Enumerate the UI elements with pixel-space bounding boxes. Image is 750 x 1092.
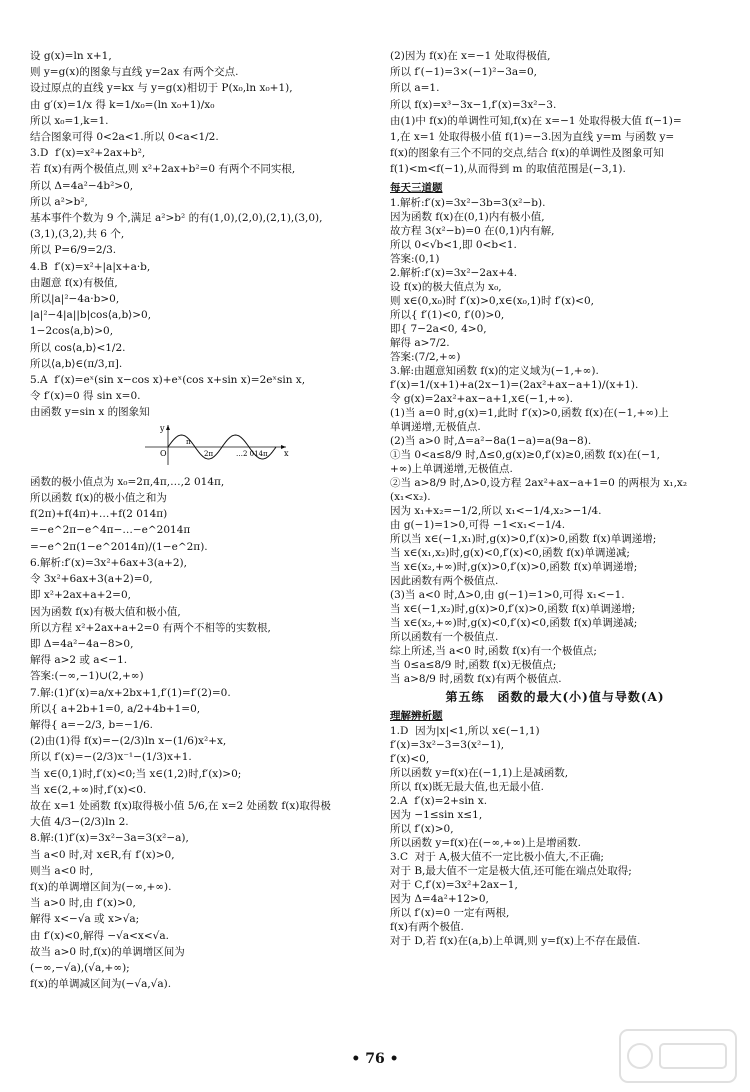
right-line: +∞)上单调递增,无极值点. [390, 462, 513, 475]
left-line: 所以 cos⟨a,b⟩<1/2. [30, 341, 126, 354]
graph-origin: O [160, 448, 167, 458]
left-line: =−e^2π−e^4π−…−e^2014π [30, 524, 191, 537]
right-line: (x₁<x₂). [390, 490, 431, 503]
left-line: 当 a>0 时,由 f′(x)>0, [30, 897, 136, 910]
right-line: 所以{ f′(1)<0, f′(0)>0, [390, 308, 505, 321]
right-line: 令 g(x)=2ax²+ax−a+1,x∈(−1,+∞). [390, 392, 573, 405]
left-line: 所以方程 x²+2ax+a+2=0 有两个不相等的实数根, [30, 621, 271, 634]
left-line: 所以{ a+2b+1=0, a/2+4b+1=0, [30, 702, 201, 715]
right-line: 当 x∈(x₂,+∞)时,g(x)>0,f′(x)>0,函数 f(x)单调递增; [390, 560, 638, 573]
left-line: 当 a<0 时,对 x∈R,有 f′(x)>0, [30, 848, 175, 861]
right-line: 2.A f′(x)=2+sin x. [390, 795, 488, 808]
left-line: 当 x∈(2,+∞)时,f′(x)<0. [30, 783, 147, 796]
chapter-title: 第五练 函数的最大(小)值与导数(A) [445, 689, 665, 704]
right-line: ②当 a>8/9 时,Δ>0,设方程 2ax²+ax−a+1=0 的两根为 x₁,x₂ [390, 476, 688, 489]
left-line: f(x)的单调减区间为(−√a,√a). [30, 978, 172, 991]
right-line: 对于 B,最大值不一定是极大值,还可能在端点处取得; [390, 865, 632, 878]
right-line: 所以 f′(x)=0 一定有两根, [390, 907, 510, 920]
right-line: 因为 −1≤sin x≤1, [390, 809, 483, 822]
left-line: (3,1),(3,2),共 6 个, [30, 228, 125, 241]
right-line: 因为 Δ=4a²+12>0, [390, 893, 489, 906]
graph-tick-2014pi: …2 014π [236, 449, 268, 458]
graph-xlabel: x [284, 448, 289, 458]
right-block-3 [390, 724, 720, 948]
left-line: 则当 a<0 时, [30, 864, 94, 877]
left-line: 解得 a>2 或 a<−1. [30, 654, 128, 667]
left-line: 大值 4/3−(2/3)ln 2. [30, 816, 129, 829]
right-line: 即{ 7−2a<0, 4>0, [390, 322, 487, 335]
left-line: 6.解析:f′(x)=3x²+6ax+3(a+2), [30, 556, 187, 569]
left-line: 所以 Δ=4a²−4b²>0, [30, 179, 134, 192]
right-line: 所以当 x∈(−1,x₁)时,g(x)>0,f′(x)>0,函数 f(x)单调递增; [390, 532, 657, 545]
graph-tick-pi: π [186, 437, 191, 446]
left-line: 故在 x=1 处函数 f(x)取得极小值 5/6,在 x=2 处函数 f(x)取得极 [30, 799, 331, 812]
left-line: 即 x²+2ax+a+2=0, [30, 589, 131, 602]
left-line: 所以⟨a,b⟩∈(π/3,π]. [30, 357, 123, 370]
right-line: 所以 f′(−1)=3×(−1)²−3a=0, [390, 66, 537, 79]
left-line: 答案:(−∞,−1)∪(2,+∞) [30, 670, 144, 683]
right-line: 故方程 3(x²−b)=0 在(0,1)内有解, [390, 224, 555, 237]
left-line: 所以 f′(x)=−(2/3)x⁻¹−(1/3)x+1. [30, 751, 192, 764]
page-number: • 76 • [351, 1051, 399, 1067]
right-line: 答案:(7/2,+∞) [390, 350, 461, 363]
right-line: 对于 D,若 f(x)在(a,b)上单调,则 y=f(x)上不存在最值. [390, 935, 641, 948]
left-line: 由题意 f(x)有极值, [30, 276, 118, 289]
left-line: 所以 P=6/9=2/3. [30, 244, 117, 257]
left-line: 所以 a²>b², [30, 195, 88, 208]
left-line: 1−2cos⟨a,b⟩>0, [30, 325, 114, 338]
right-line: f(1)<m<f(−1),从而得到 m 的取值范围是(−3,1). [390, 163, 626, 176]
right-line: 所以 f(x)既无最大值,也无最小值. [390, 781, 545, 794]
right-line: 因此函数有两个极值点. [390, 574, 499, 587]
left-line: 则 y=g(x)的图象与直线 y=2ax 有两个交点. [30, 66, 239, 79]
right-line: 所以函数有一个极值点. [390, 630, 499, 643]
left-line: 因为函数 f(x)有极大值和极小值, [30, 605, 181, 618]
left-line: 函数的极小值点为 x₀=2π,4π,…,2 014π, [30, 475, 225, 488]
right-line: 3.解:由题意知函数 f(x)的定义域为(−1,+∞). [390, 364, 599, 377]
left-line: 所以函数 f(x)的极小值之和为 [30, 492, 167, 505]
left-line: 基本事件个数为 9 个,满足 a²>b² 的有(1,0),(2,0),(2,1),(3,0), [30, 212, 323, 225]
left-line: 设 g(x)=ln x+1, [30, 50, 112, 62]
right-line: 解得 a>7/2. [390, 336, 450, 349]
left-line: 由 f′(x)<0,解得 −√a<x<√a. [30, 929, 169, 942]
left-line: 若 f(x)有两个极值点,则 x²+2ax+b²=0 有两个不同实根, [30, 163, 296, 176]
left-line: (2)由(1)得 f(x)=−(2/3)ln x−(1/6)x²+x, [30, 735, 227, 748]
right-line: ①当 0<a≤8/9 时,Δ≤0,g(x)≥0,f′(x)≥0,函数 f(x)在(−1, [390, 448, 660, 461]
right-line: 单调递增,无极值点. [390, 420, 481, 433]
left-line: 5.A f′(x)=eˣ(sin x−cos x)+eˣ(cos x+sin x)=2eˣsin x, [30, 374, 306, 387]
right-line: 1.D 因为|x|<1,所以 x∈(−1,1) [390, 725, 540, 738]
right-line: 3.C 对于 A,极大值不一定比极小值大,不正确; [390, 851, 604, 864]
right-line: 当 a>8/9 时,函数 f(x)有两个极值点. [390, 672, 562, 685]
right-line: 因为函数 f(x)在(0,1)内有极小值, [390, 210, 545, 223]
right-line: 由 g(−1)=1>0,可得 −1<x₁<−1/4. [390, 518, 566, 531]
right-line: 答案:(0,1) [390, 252, 440, 265]
graph-tick-2pi: 2π [204, 449, 214, 458]
left-line: =−e^2π(1−e^2014π)/(1−e^2π). [30, 540, 208, 553]
right-line: 所以 f(x)=x³−3x−1,f′(x)=3x²−3. [390, 98, 557, 111]
right-line: f(x)的图象有三个不同的交点,结合 f(x)的单调性及图象可知 [390, 147, 664, 160]
left-line: 所以 x₀=1,k=1. [30, 114, 109, 127]
left-line: 由 g′(x)=1/x 得 k=1/x₀=(ln x₀+1)/x₀ [30, 98, 215, 111]
watermark-logo [618, 1026, 738, 1086]
right-block-1 [390, 48, 720, 178]
right-line: 所以函数 y=f(x)在(−1,1)上是减函数, [390, 767, 569, 780]
right-line: f(x)有两个极值. [390, 921, 464, 934]
section-title-analysis: 理解辨析题 [390, 710, 443, 723]
left-line: f(2π)+f(4π)+…+f(2 014π) [30, 508, 168, 521]
left-line: 解得 x<−√a 或 x>√a; [30, 913, 140, 926]
left-line: 令 3x²+6ax+3(a+2)=0, [30, 573, 153, 586]
section-title-daily: 每天三道题 [390, 181, 443, 194]
left-line: 所以|a|²−4a·b>0, [30, 293, 120, 306]
left-line: 即 Δ=4a²−4a−8>0, [30, 637, 134, 650]
right-line: (1)当 a=0 时,g(x)=1,此时 f′(x)>0,函数 f(x)在(−1,+∞)上 [390, 406, 669, 419]
right-line: 1,在 x=1 处取得极小值 f(1)=−3.因为直线 y=m 与函数 y= [390, 131, 675, 144]
sine-graph [140, 423, 290, 467]
left-line: f(x)的单调增区间为(−∞,+∞). [30, 880, 172, 893]
right-line: 所以 f′(x)>0, [390, 823, 454, 836]
right-line: f′(x)=1/(x+1)+a(2x−1)=(2ax²+ax−a+1)/(x+1). [390, 378, 639, 391]
left-line: 设过原点的直线 y=kx 与 y=g(x)相切于 P(x₀,ln x₀+1), [30, 82, 293, 95]
right-line: 当 x∈(x₂,+∞)时,g(x)<0,f′(x)<0,函数 f(x)单调递减; [390, 616, 638, 629]
left-line: 8.解:(1)f′(x)=3x²−3a=3(x²−a), [30, 832, 189, 845]
left-line: 解得{ a=−2/3, b=−1/6. [30, 718, 154, 731]
right-line: f′(x)=3x²−3=3(x²−1), [390, 739, 505, 752]
right-line: (2)因为 f(x)在 x=−1 处取得极值, [390, 50, 551, 62]
left-block-2 [30, 474, 375, 993]
right-line: (3)当 a<0 时,Δ>0,由 g(−1)=1>0,可得 x₁<−1. [390, 588, 625, 601]
right-line: 1.解析:f′(x)=3x²−3b=3(x²−b). [390, 196, 546, 209]
left-block-1 [30, 48, 375, 421]
left-line: 3.D f′(x)=x²+2ax+b², [30, 147, 146, 160]
right-line: 因为 x₁+x₂=−1/2,所以 x₁<−1/4,x₂>−1/4. [390, 504, 602, 517]
right-line: 当 0≤a≤8/9 时,函数 f(x)无极值点; [390, 658, 557, 671]
left-line: |a|²−4|a||b|cos⟨a,b⟩>0, [30, 309, 152, 322]
right-line: 则 x∈(0,x₀)时 f′(x)>0,x∈(x₀,1)时 f′(x)<0, [390, 294, 594, 307]
left-line: 由函数 y=sin x 的图象知 [30, 406, 150, 419]
right-line: 所以函数 y=f(x)在(−∞,+∞)上是增函数. [390, 837, 582, 850]
right-column [390, 48, 720, 948]
right-line: (2)当 a>0 时,Δ=a²−8a(1−a)=a(9a−8). [390, 434, 592, 447]
left-line: 结合图象可得 0<2a<1.所以 0<a<1/2. [30, 131, 219, 144]
right-line: 由(1)中 f(x)的单调性可知,f(x)在 x=−1 处取得极大值 f(−1)= [390, 114, 682, 127]
right-block-2 [390, 196, 720, 686]
right-line: 当 x∈(x₁,x₂)时,g(x)<0,f′(x)<0,函数 f(x)单调递减; [390, 546, 630, 559]
left-line: (−∞,−√a),(√a,+∞); [30, 961, 130, 974]
right-line: 所以 a=1. [390, 82, 440, 95]
right-line: 2.解析:f′(x)=3x²−2ax+4. [390, 266, 518, 279]
left-line: 4.B f′(x)=x²+|a|x+a·b, [30, 260, 151, 273]
left-line: 7.解:(1)f′(x)=a/x+2bx+1,f′(1)=f′(2)=0. [30, 686, 231, 699]
left-line: 当 x∈(0,1)时,f′(x)<0;当 x∈(1,2)时,f′(x)>0; [30, 767, 242, 780]
left-line: 令 f′(x)=0 得 sin x=0. [30, 390, 141, 403]
right-line: f′(x)<0, [390, 753, 430, 766]
right-line: 设 f(x)的极大值点为 x₀, [390, 280, 502, 293]
left-column [30, 48, 375, 992]
right-line: 综上所述,当 a<0 时,函数 f(x)有一个极值点; [390, 644, 597, 657]
left-line: 故当 a>0 时,f(x)的单调增区间为 [30, 945, 185, 958]
right-line: 对于 C,f′(x)=3x²+2ax−1, [390, 879, 518, 892]
right-line: 当 x∈(−1,x₂)时,g(x)>0,f′(x)>0,函数 f(x)单调递增; [390, 602, 636, 615]
graph-ylabel: y [160, 423, 165, 433]
right-line: 所以 0<√b<1,即 0<b<1. [390, 238, 517, 251]
